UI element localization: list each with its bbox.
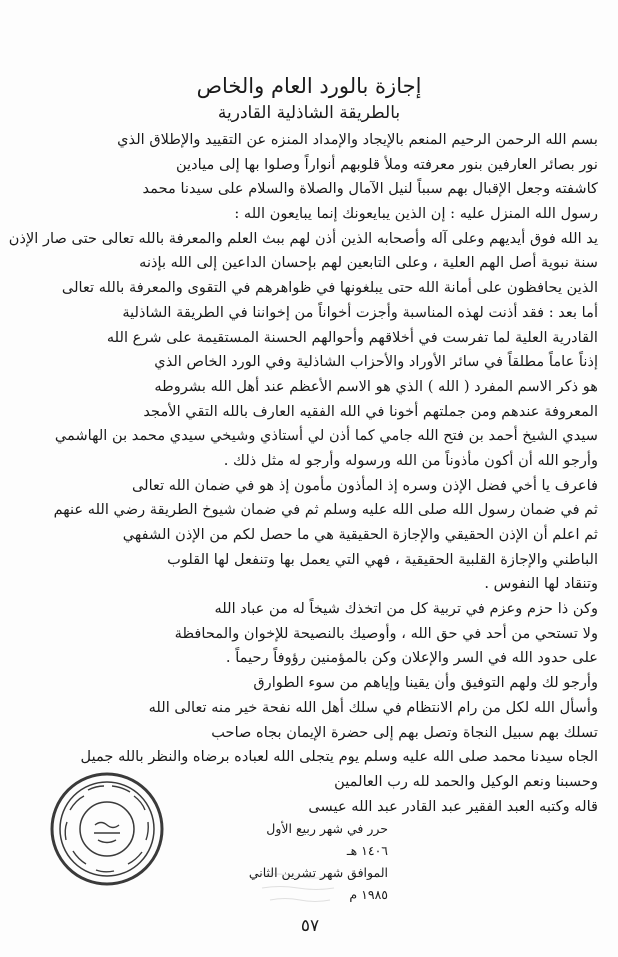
body-line: الذين يحافظون على أمانة الله حتى يبلغونها في ظواهرهم في التقوى والمعرفة بالله تعالى: [61, 279, 598, 297]
body-line: فاعرف يا أخي فضل الإذن وسره إذ المأذون مأمون إذ هو في ضمان الله تعالى: [131, 476, 598, 494]
body-line: وأرجو لك ولهم التوفيق وأن يقينا وإياهم من سوء الطوارق: [253, 674, 598, 692]
body-line: ولا تستحي من أحد في حق الله ، وأوصيك بالنصيحة للإخوان والمحافظة: [174, 624, 598, 642]
body-line: أما بعد : فقد أذنت لهذه المناسبة وأجزت أخواناً من إخواننا في الطريقة الشاذلية: [122, 303, 598, 321]
body-line: قاله وكتبه العبد الفقير عبد القادر عبد الله عيسى: [308, 797, 598, 815]
body-line: المعروفة عندهم ومن جملتهم أخونا في الله الفقيه العارف بالله التقي الأمجد: [143, 402, 598, 420]
body-line: سنة نبوية أصل الهم العلية ، وعلى التابعين لهم بإحسان الداعين إلى الله بإذنه: [139, 254, 598, 272]
body-line: كاشفته وجعل الإقبال بهم سبباً لنيل الآمال والصلاة والسلام على سيدنا محمد: [142, 180, 598, 198]
document-title: إجازة بالورد العام والخاص: [196, 74, 422, 98]
body-line: وحسبنا ونعم الوكيل والحمد لله رب العالمين: [334, 772, 598, 790]
body-line: ثم في ضمان رسول الله صلى الله عليه وسلم ثم في ضمان شيوخ الطريقة رضي الله عنهم: [53, 501, 598, 519]
stamp-seal-icon: [48, 770, 166, 888]
body-line: وأسأل الله لكل من رام الانتظام في سلك أهل الله نفحة خير منه تعالى الله: [148, 698, 598, 716]
body-line: رسول الله المنزل عليه : إن الذين يبايعونك إنما يبايعون الله :: [234, 205, 598, 223]
document-subtitle: بالطريقة الشاذلية القادرية: [217, 103, 401, 123]
letter-body: [8, 128, 598, 819]
body-line: القادرية العلية لما تفرست في أخلاقهم وأحوالهم الحسنة المستقيمة على شرع الله: [106, 328, 598, 346]
body-line: الباطني والإجازة القلبية الحقيقية ، فهي التي يعمل بها وتنفعل لها القلوب: [167, 550, 598, 568]
body-line: سيدي الشيخ أحمد بن فتح الله جامي كما أذن لي أستاذي وشيخي سيدي محمد بن الهاشمي: [54, 427, 598, 445]
body-line: وكن ذا حزم وعزم في تربية كل من اتخذك شيخاً له من عباد الله: [214, 600, 598, 618]
body-line: وتنقاد لها النفوس .: [484, 575, 598, 593]
body-line: ثم اعلم أن الإذن الحقيقي والإجازة الحقيقية هي ما حصل لكم من الإذن الشفهي: [122, 526, 598, 543]
date-hijri: حرر في شهر ربيع الأول ١٤٠٦ هـ: [266, 821, 388, 858]
body-line: بسم الله الرحمن الرحيم المنعم بالإيجاد والإمداد المنزه عن التقييد والإطلاق الذي: [117, 131, 598, 148]
body-line: على حدود الله في السر والإعلان وكن بالمؤمنين رؤوفاً رحيماً .: [225, 649, 598, 667]
body-line: يد الله فوق أيديهم وعلى آله وأصحابه الذين أذن لهم ببث العلم والمعرفة بالله تعالى حتى صار الإذن: [8, 229, 598, 247]
page-number: ٥٧: [300, 916, 320, 936]
body-line: نور بصائر العارفين بنور معرفته وملأ قلوبهم أنواراً وصلوا بها إلى ميادين: [176, 155, 598, 173]
bleed-through-marks: [250, 868, 360, 906]
body-line: الجاه سيدنا محمد صلى الله عليه وسلم يوم يتجلى الله لعباده برضاه والنظر بالله جميل: [80, 748, 598, 766]
body-line: هو ذكر الاسم المفرد ( الله ) الذي هو الاسم الأعظم عند أهل الله بشروطه: [154, 377, 598, 395]
body-line: إذناً عاماً مطلقاً في سائر الأوراد والأحزاب الشاذلية وفي الورد الخاص الذي: [154, 353, 598, 371]
body-line: تسلك بهم سبيل النجاة وتصل بهم إلى حضرة الإيمان بجاه صاحب: [211, 723, 598, 741]
body-line: وأرجو الله أن أكون مأذوناً من الله ورسوله وأرجو له مثل ذلك .: [223, 451, 598, 469]
date-gregorian: الموافق شهر تشرين الثاني ١٩٨٥ م: [248, 865, 388, 902]
